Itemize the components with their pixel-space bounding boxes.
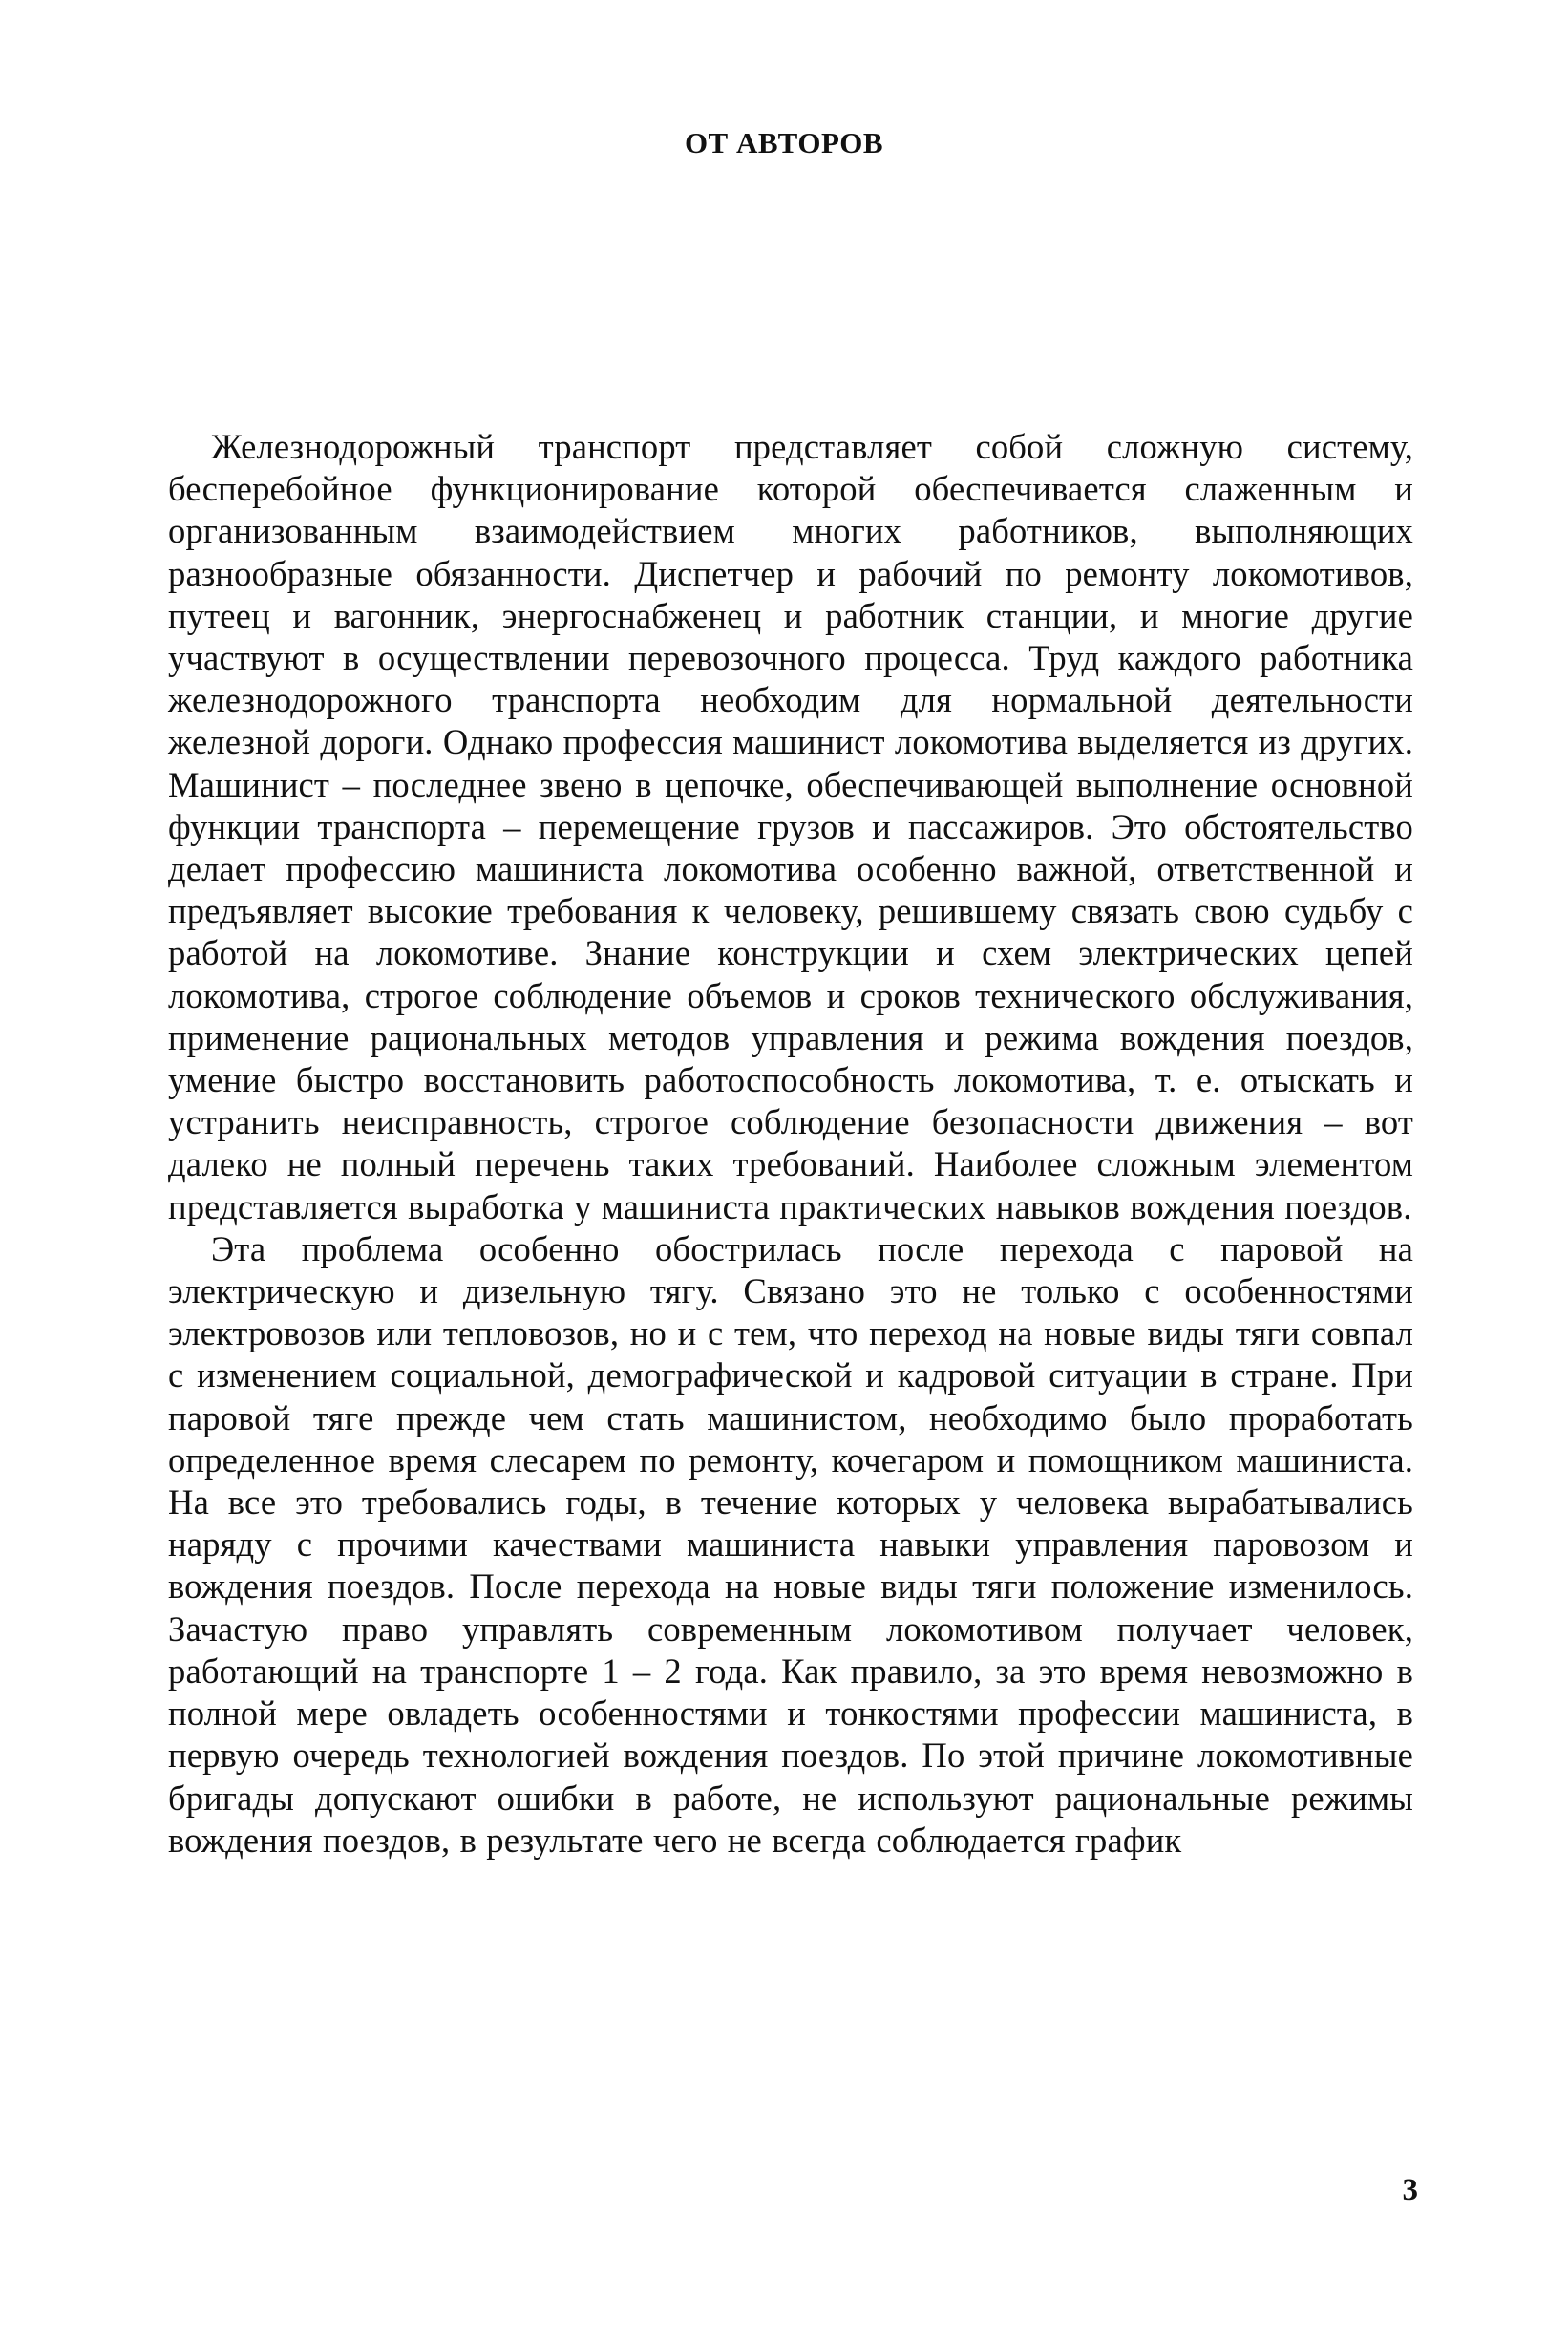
page-heading: ОТ АВТОРОВ (684, 126, 884, 160)
page-number: 3 (1402, 2173, 1418, 2207)
paragraph-1: Железнодорожный транспорт представляет собой сложную систему, бесперебойное функционирование которой обеспечивается слаженным и организованным взаимодействием многих работников, выполняющих разнообразные обязанности. Диспетчер и рабочий по ремонту локомотивов, путеец и вагонник, энергоснабженец и работник станции, и многие другие участвуют в осуществлении перевозочного процесса. Труд каждого работника железнодорожного транспорта необходим для нормальной деятельности железной дороги. Однако профессия машинист локомотива выделяется из других. Машинист – последнее звено в цепочке, обеспечивающей выполнение основной функции транспорта – перемещение грузов и пассажиров. Это обстоятельство делает профессию машиниста локомотива особенно важной, ответственной и предъявляет высокие требования к человеку, решившему связать свою судьбу с работой на локомотиве. Знание конструкции и схем электрических цепей локомотива, строгое соблюдение объемов и сроков технического обслуживания, применение рациональных методов управления и режима вождения поездов, умение быстро восстановить работоспособность локомотива, т. е. отыскать и устранить неисправность, строгое соблюдение безопасности движения – вот далеко не полный перечень таких требований. Наиболее сложным элементом представляется выработка у машиниста практических навыков вождения поездов. (168, 427, 1413, 1226)
body-text (168, 426, 1413, 1862)
paragraph-2: Эта проблема особенно обострилась после перехода с паровой на электрическую и дизельную тягу. Связано это не только с особенностями электровозов или тепловозов, но и с тем, что переход на новые виды тяги совпал с изменением социальной, демографической и кадровой ситуации в стране. При паровой тяге прежде чем стать машинистом, необходимо было проработать определенное время слесарем по ремонту, кочегаром и помощником машиниста. На все это требовались годы, в течение которых у человека вырабатывались наряду с прочими качествами машиниста навыки управления паровозом и вождения поездов. После перехода на новые виды тяги положение изменилось. Зачастую право управлять современным локомотивом получает человек, работающий на транспорте 1 – 2 года. Как правило, за это время невозможно в полной мере овладеть особенностями и тонкостями профессии машиниста, в первую очередь технологией вождения поездов. По этой причине локомотивные бригады допускают ошибки в работе, не используют рациональные режимы вождения поездов, в результате чего не всегда соблюдается график (168, 1228, 1413, 1860)
